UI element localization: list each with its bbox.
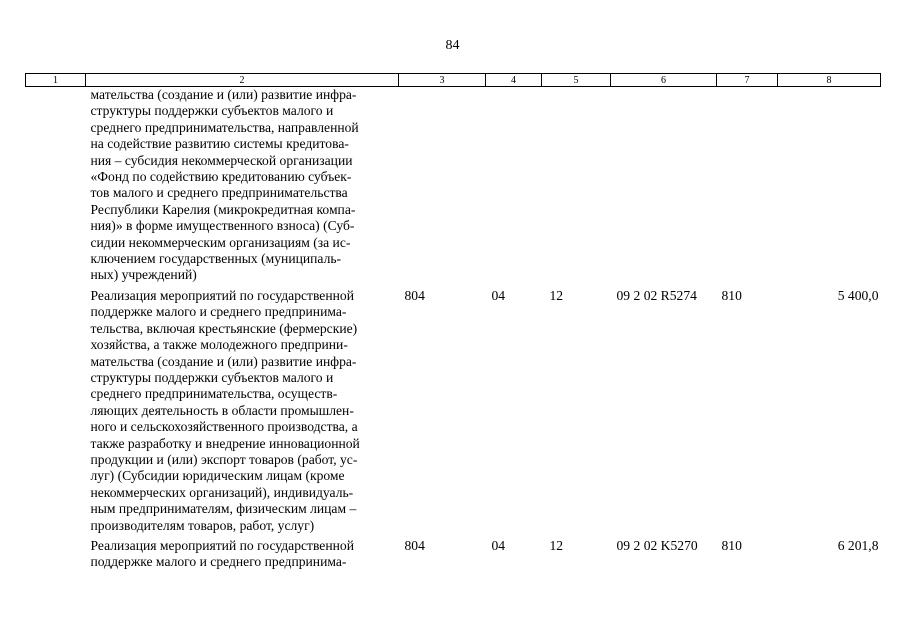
item-name-cell — [86, 284, 399, 534]
ministry-code-cell: 804 — [404, 537, 425, 553]
table-row — [26, 534, 881, 571]
column-header-1: 1 — [26, 74, 86, 87]
item-name-line: мательства (создание и (или) развитие инфра- — [90, 87, 357, 102]
item-name-line: «Фонд по содействию кредитованию субъек- — [90, 169, 352, 185]
table-row — [26, 87, 881, 284]
item-name-line: поддержке малого и среднего предпринима- — [90, 554, 347, 570]
item-name-line: ных) учреждений) — [90, 267, 197, 283]
ministry-code-cell — [399, 87, 486, 284]
item-name-line: Реализация мероприятий по государственной — [90, 537, 354, 553]
amount-cell: 6 201,8 — [837, 537, 879, 553]
item-name-line: ного и сельскохозяйственного производства, а — [90, 419, 358, 435]
item-name-line: на содействие развитию системы кредитова- — [90, 136, 349, 152]
column-header-6: 6 — [611, 74, 717, 87]
expense-type-cell — [717, 87, 778, 284]
item-name-line: тов малого и среднего предпринимательства — [90, 185, 348, 201]
item-name-line: ным предпринимателям, физическим лицам – — [90, 501, 357, 517]
column-header-7: 7 — [717, 74, 778, 87]
item-name-line: мательства (создание и (или) развитие инфра- — [90, 353, 357, 369]
item-name-line: ляющих деятельность в области промышлен- — [90, 402, 354, 418]
item-name-line: луг) (Субсидии юридическим лицам (кроме — [90, 468, 345, 484]
item-name-line: структуры поддержки субъектов малого и — [90, 103, 334, 119]
item-name-line: поддержке малого и среднего предпринима- — [90, 304, 347, 320]
section-code-cell: 04 — [491, 537, 506, 553]
item-name-line: тельства, включая крестьянские (фермерские) — [90, 320, 358, 336]
row-index-cell — [26, 87, 86, 284]
section-code-cell — [486, 87, 542, 284]
column-header-5: 5 — [542, 74, 611, 87]
target-article-cell: 09 2 02 R5274 — [616, 287, 697, 303]
item-name-line: некоммерческих организаций), индивидуаль- — [90, 484, 354, 500]
amount-cell — [778, 87, 881, 284]
column-header-8: 8 — [778, 74, 881, 87]
item-name-line: ния – субсидия некоммерческой организации — [90, 152, 353, 168]
table-body — [26, 87, 881, 571]
target-article-cell: 09 2 02 K5270 — [616, 537, 698, 553]
item-name-line: Реализация мероприятий по государственной — [90, 287, 354, 303]
column-header-4: 4 — [486, 74, 542, 87]
subsection-code-cell — [542, 87, 611, 284]
item-name-cell — [86, 534, 399, 571]
target-article-cell — [611, 87, 717, 284]
item-name-line: среднего предпринимательства, осуществ- — [90, 386, 338, 402]
column-header-2: 2 — [86, 74, 399, 87]
column-header-3: 3 — [399, 74, 486, 87]
column-number-header — [26, 74, 881, 87]
item-name-line: хозяйства, а также молодежного предприни- — [90, 337, 348, 353]
item-name-line: производителям товаров, работ, услуг) — [90, 517, 315, 533]
row-index-cell — [26, 534, 86, 571]
budget-table — [25, 73, 881, 571]
item-name-line: ния)» в форме имущественного взноса) (Суб- — [90, 218, 355, 234]
amount-cell: 5 400,0 — [837, 287, 879, 303]
item-name-line: структуры поддержки субъектов малого и — [90, 369, 334, 385]
ministry-code-cell: 804 — [404, 287, 425, 303]
expense-type-cell: 810 — [721, 287, 742, 303]
item-name-cell — [86, 87, 399, 284]
table-row — [26, 284, 881, 534]
subsection-code-cell: 12 — [549, 537, 564, 553]
item-name-line: продукции и (или) экспорт товаров (работ, ус- — [90, 451, 358, 467]
item-name-line: также разработку и внедрение инновационной — [90, 435, 360, 451]
subsection-code-cell: 12 — [549, 287, 564, 303]
item-name-line: сидии некоммерческим организациям (за ис- — [90, 234, 351, 250]
item-name-line: среднего предпринимательства, направленной — [90, 119, 359, 135]
page-number: 84 — [445, 38, 460, 53]
row-index-cell — [26, 284, 86, 534]
expense-type-cell: 810 — [721, 537, 742, 553]
section-code-cell: 04 — [491, 287, 506, 303]
item-name-line: Республики Карелия (микрокредитная компа- — [90, 201, 356, 217]
item-name-line: ключением государственных (муниципаль- — [90, 251, 342, 267]
